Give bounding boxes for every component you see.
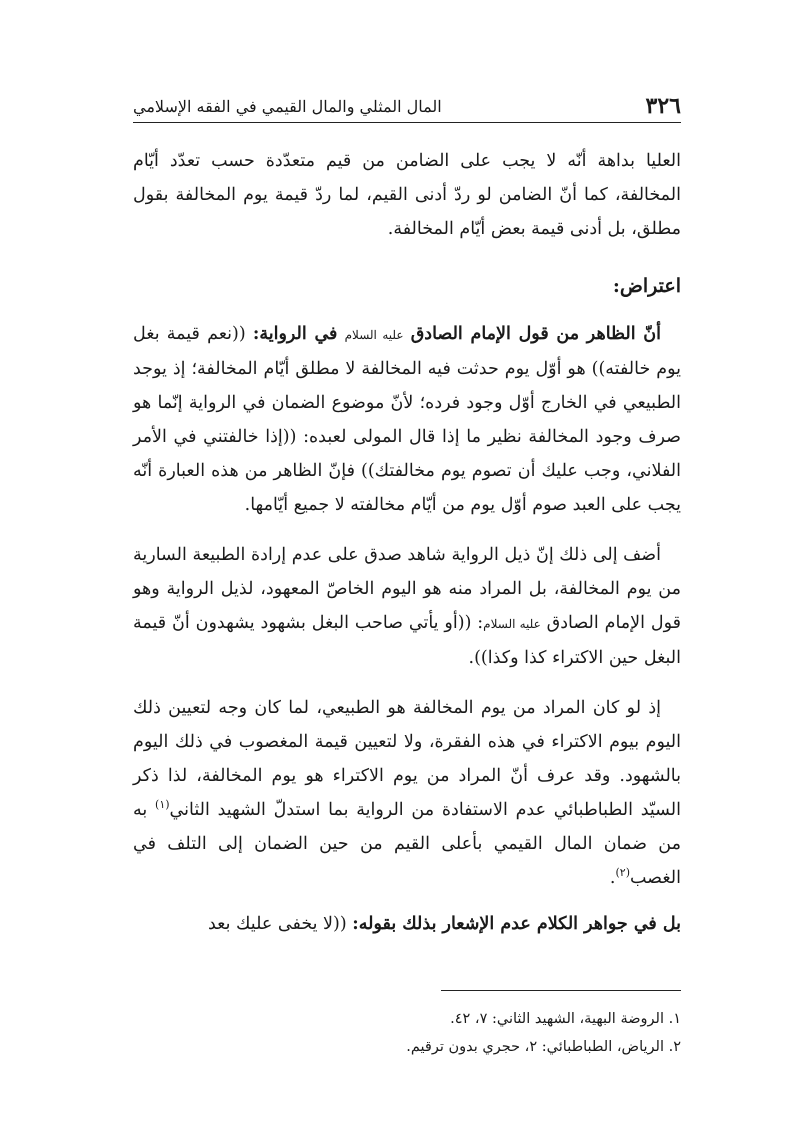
footnote-2: ٢. الرياض، الطباطبائي: ٢، حجري بدون ترقيم.	[406, 1039, 681, 1055]
paragraph-3-text-1: أضف إلى ذلك إنّ ذيل الرواية شاهد صدق على عدم إرادة الطبيعة السارية من يوم المخالفة، بل المراد منه هو اليوم الخاصّ المعهود، لذيل الرواية وهو قول الإمام الصادق	[133, 545, 681, 633]
footnote-ref-1[interactable]: (١)	[155, 798, 170, 812]
page-body	[133, 144, 681, 941]
honorific-symbol: عليه السلام	[344, 328, 404, 342]
paragraph-5-lead: بل في جواهر الكلام عدم الإشعار بذلك بقوله:	[352, 914, 681, 934]
footnote-1: ١. الروضة البهية، الشهيد الثاني: ٧، ٤٢.	[450, 1011, 681, 1027]
page-header	[133, 88, 681, 123]
page-number: ٣٢٦	[645, 93, 681, 119]
honorific-symbol: عليه السلام	[483, 617, 541, 631]
paragraph-4-text-1: إذ لو كان المراد من يوم المخالفة هو الطبيعي، لما كان وجه لتعيين ذلك اليوم بيوم الاكتراء في هذه الفقرة، ولا لتعيين قيمة المغصوب في ذلك اليوم بالشهود. وقد عرف أنّ المراد من يوم الاكتراء هو يوم المخالفة، لذا ذكر السيّد الطباطبائي عدم الاستفادة من الرواية بما استدلّ الشهيد الثاني	[133, 698, 681, 820]
paragraph-4	[133, 691, 681, 895]
paragraph-1: العليا بداهة أنّه لا يجب على الضامن من قيم متعدّدة حسب تعدّد أيّام المخالفة، كما أنّ الضامن لو ردّ أدنى القيم، لما ردّ قيمة يوم المخالفة بقول مطلق، بل أدنى قيمة بعض أيّام المخالفة.	[133, 151, 681, 239]
footnote-ref-2[interactable]: (٢)	[615, 866, 630, 880]
paragraph-2-text: ((نعم قيمة بغل يوم خالفته)) هو أوّل يوم حدثت فيه المخالفة لا مطلق أيّام المخالفة؛ إذ يوجد الطبيعي في الخارج أوّل وجود فرده؛ لأنّ موضوع الضمان في الرواية إنّما هو صرف وجود المخالفة نظير ما إذا قال المولى لعبده: ((إذا خالفتني في الأمر الفلاني، وجب عليك أن تصوم يوم مخالفتك)) فإنّ الظاهر من هذه العبارة أنّه يجب على العبد صوم أوّل يوم من أيّام مخالفته لا جميع أيّامها.	[133, 324, 681, 515]
running-title: المال المثلي والمال القيمي في الفقه الإسلامي	[133, 97, 442, 116]
section-heading: اعتراض:	[612, 275, 681, 297]
paragraph-3	[133, 538, 681, 675]
paragraph-5-text: ((لا يخفى عليك بعد	[208, 914, 353, 934]
paragraph-5	[133, 907, 681, 941]
footnote-divider	[441, 990, 681, 991]
paragraph-4-text-2: به من ضمان المال القيمي بأعلى القيم من حين الضمان إلى التلف في الغصب	[133, 800, 681, 888]
paragraph-3-text-2: : ((أو يأتي صاحب البغل بشهود يشهدون أنّ قيمة البغل حين الاكتراء كذا وكذا)).	[133, 613, 681, 668]
footnotes	[133, 1005, 681, 1061]
paragraph-2-lead: أنّ الظاهر من قول الإمام الصادق	[410, 324, 661, 344]
paragraph-2-lead-2: في الرواية:	[252, 324, 338, 344]
paragraph-2	[133, 317, 681, 522]
paragraph-4-text-3: .	[609, 868, 616, 888]
